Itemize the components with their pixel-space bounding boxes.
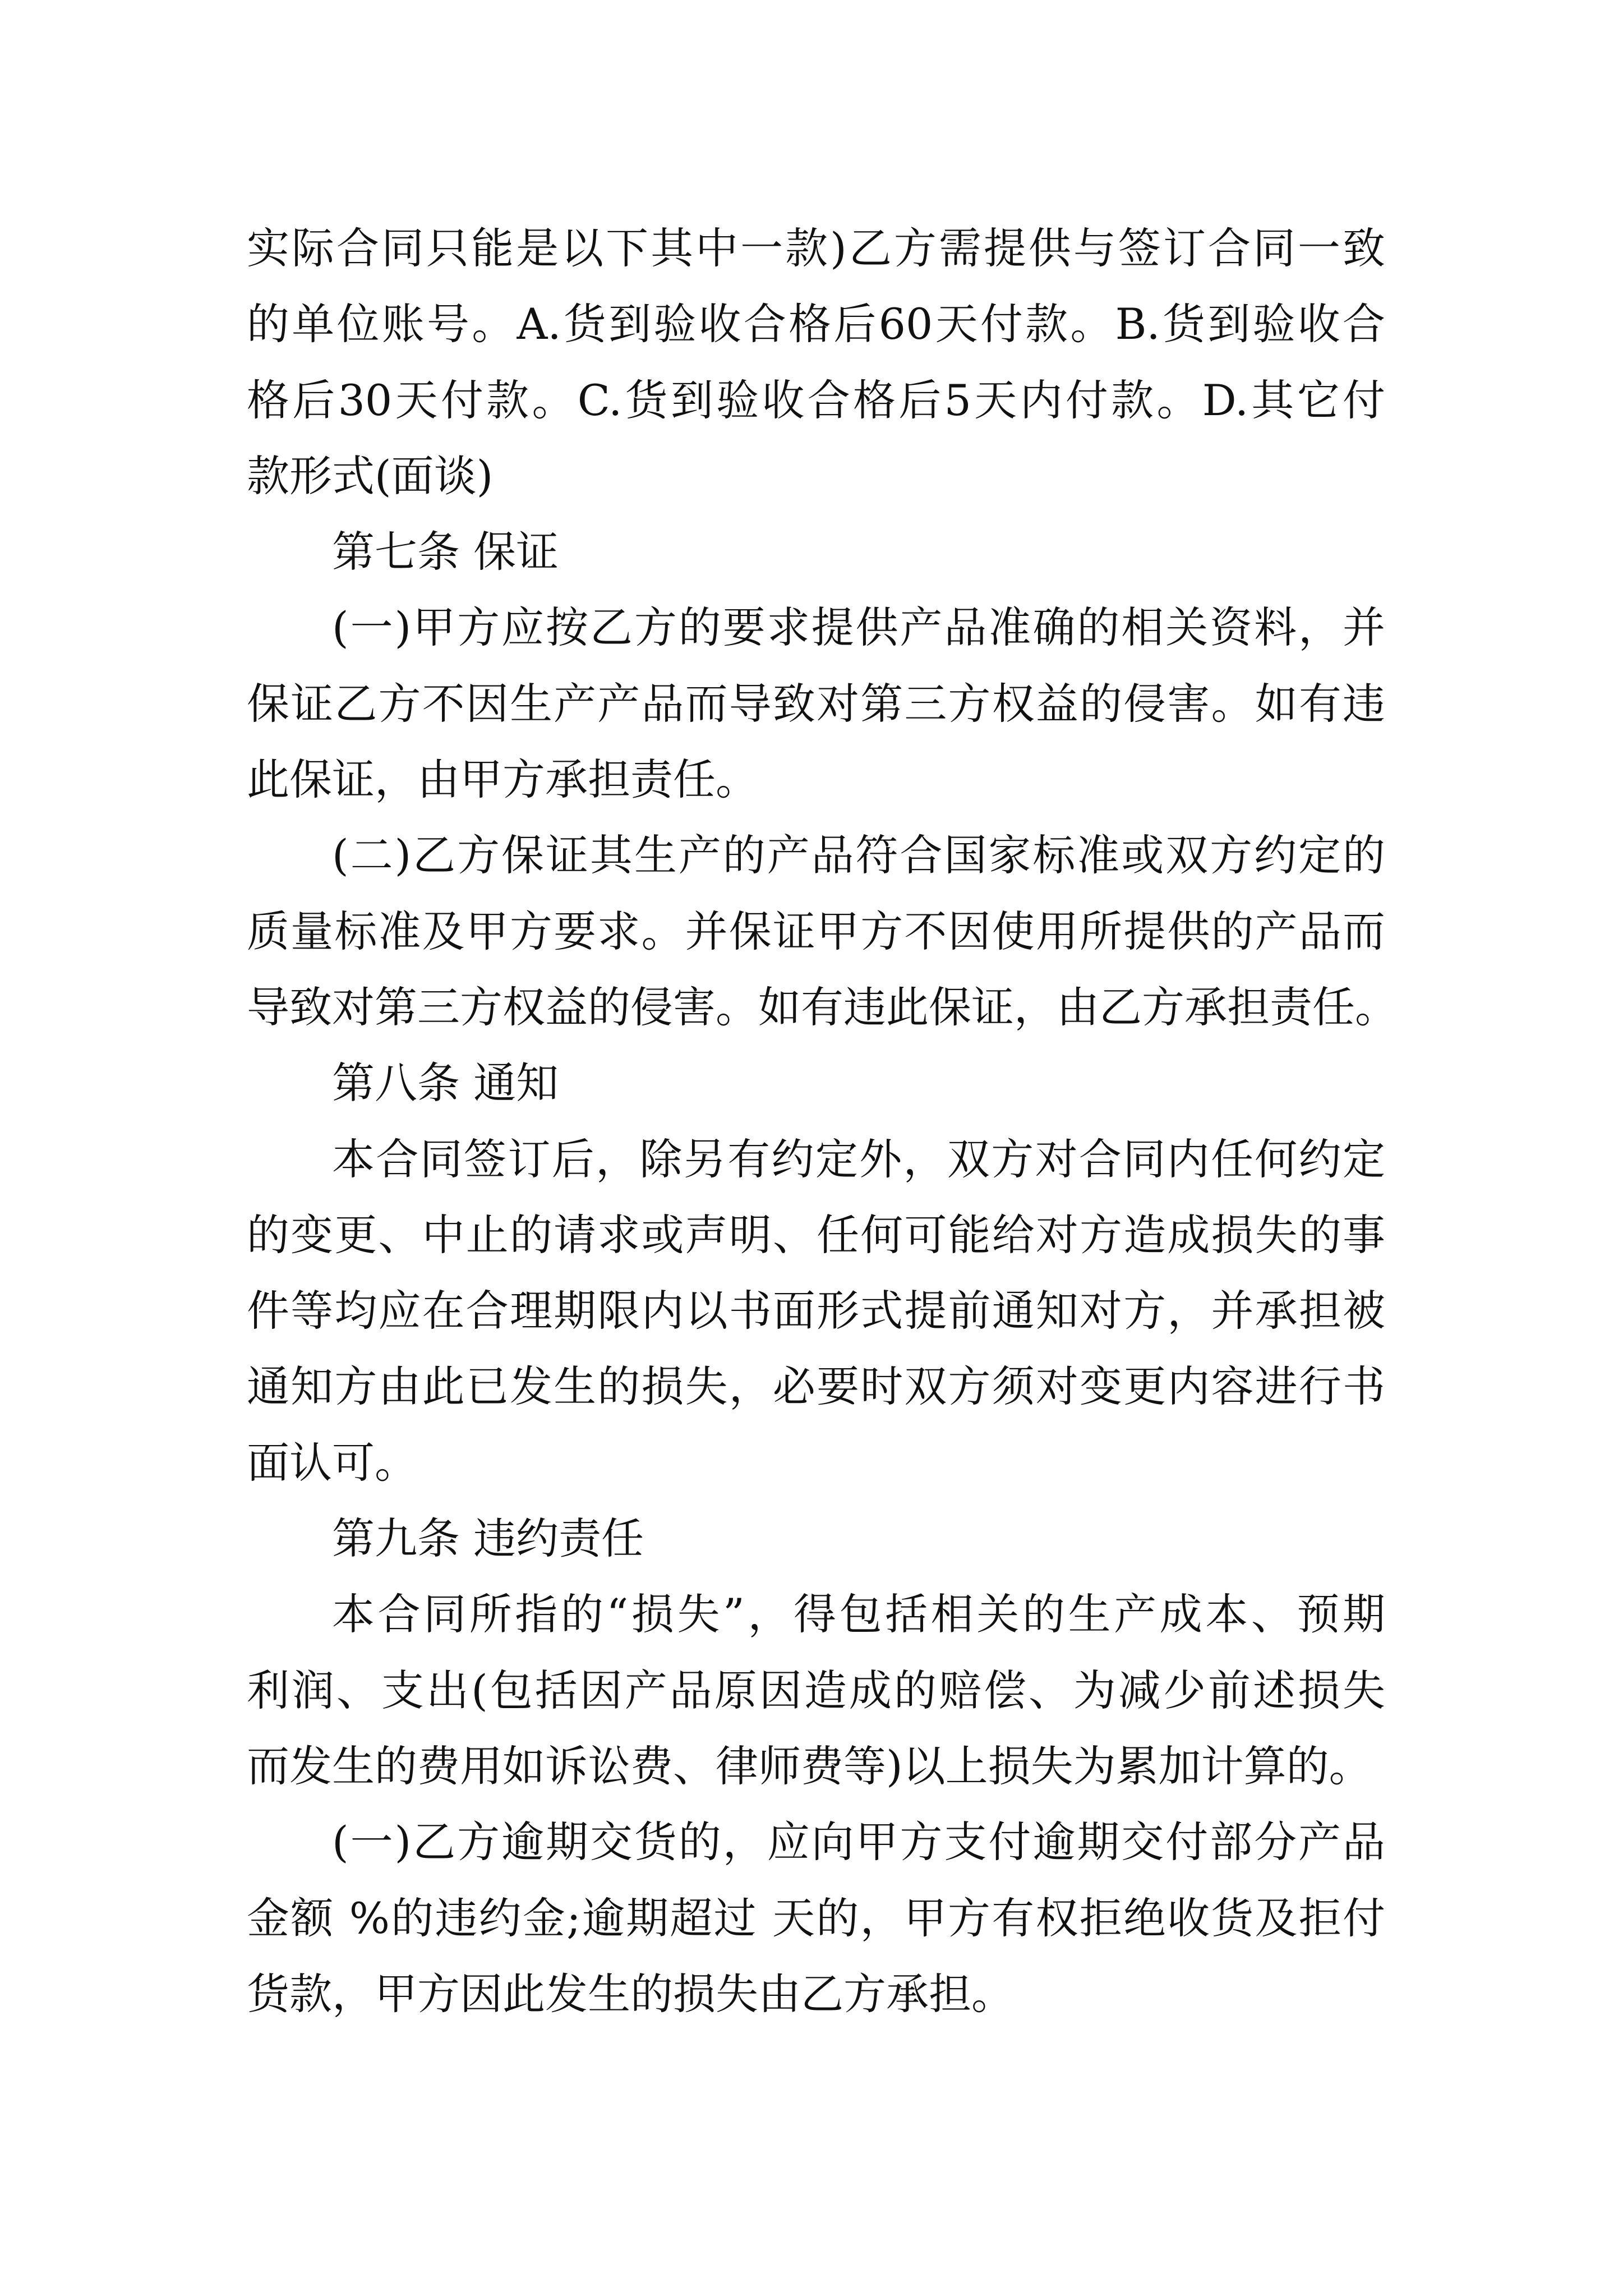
text-line: 的单位账号。A.货到验收合格后60天付款。B.货到验收合 — [247, 299, 1385, 349]
text-line: 金额 %的违约金;逾期超过 天的，甲方有权拒绝收货及拒付 — [247, 1893, 1385, 1943]
text-line: 的变更、中止的请求或声明、任何可能给对方造成损失的事 — [247, 1209, 1385, 1260]
text-line: (二)乙方保证其生产的产品符合国家标准或双方约定的 — [332, 830, 1385, 881]
text-line: 而发生的费用如诉讼费、律师费等)以上损失为累加计算的。 — [247, 1741, 1372, 1791]
article-heading-7: 第七条 保证 — [332, 527, 559, 577]
text-line: 通知方由此已发生的损失，必要时双方须对变更内容进行书 — [247, 1361, 1385, 1412]
article-heading-9: 第九条 违约责任 — [332, 1513, 644, 1564]
text-line: 货款，甲方因此发生的损失由乙方承担。 — [247, 1968, 1014, 2019]
text-line: (一)甲方应按乙方的要求提供产品准确的相关资料，并 — [332, 602, 1385, 653]
text-line: 利润、支出(包括因产品原因造成的赔偿、为减少前述损失 — [247, 1665, 1385, 1715]
text-line: 本合同所指的“损失”，得包括相关的生产成本、预期 — [332, 1589, 1385, 1640]
text-line: 本合同签订后，除另有约定外，双方对合同内任何约定 — [332, 1134, 1385, 1184]
text-line: 格后30天付款。C.货到验收合格后5天内付款。D.其它付 — [247, 375, 1385, 425]
text-line: 质量标准及甲方要求。并保证甲方不因使用所提供的产品而 — [247, 906, 1385, 956]
article-heading-8: 第八条 通知 — [332, 1058, 559, 1108]
contract-text — [247, 210, 1398, 2032]
text-line: 此保证，由甲方承担责任。 — [247, 754, 758, 805]
text-line: 实际合同只能是以下其中一款)乙方需提供与签订合同一致 — [247, 223, 1385, 273]
text-line: 保证乙方不因生产产品而导致对第三方权益的侵害。如有违 — [247, 678, 1385, 729]
text-line: 面认可。 — [247, 1437, 417, 1488]
text-line: 款形式(面谈) — [247, 450, 494, 501]
text-line: 件等均应在合理期限内以书面形式提前通知对方，并承担被 — [247, 1286, 1385, 1336]
text-line: 导致对第三方权益的侵害。如有违此保证，由乙方承担责任。 — [247, 982, 1398, 1032]
text-line: (一)乙方逾期交货的，应向甲方支付逾期交付部分产品 — [332, 1817, 1385, 1867]
